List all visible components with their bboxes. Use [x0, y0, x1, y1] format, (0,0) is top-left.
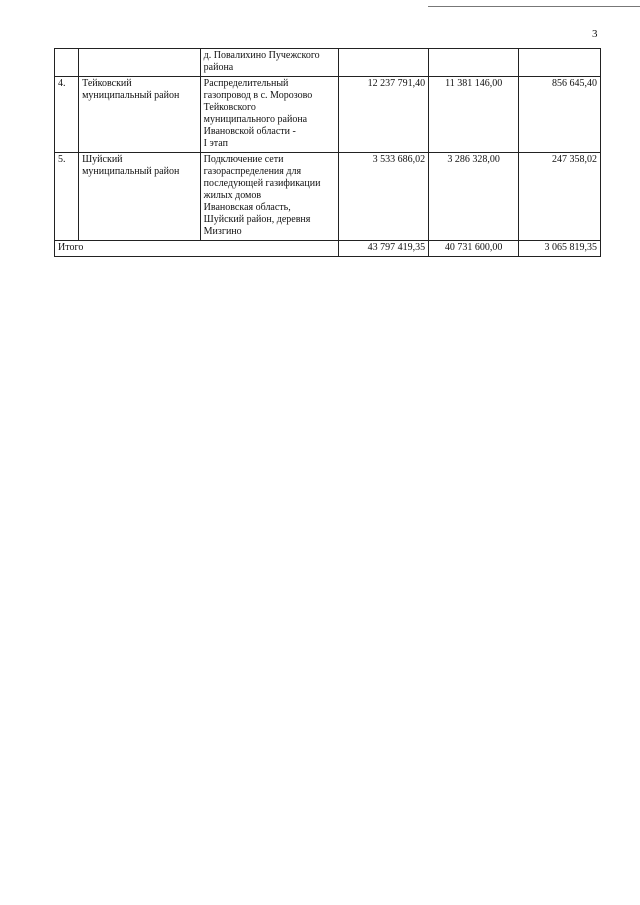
subsidy-cell [429, 49, 519, 77]
district-cell [79, 77, 201, 153]
object-line: последующей газификации [203, 178, 321, 189]
total-cell: 12 237 791,40 [338, 77, 428, 153]
object-cell [200, 49, 338, 77]
object-cell [200, 153, 338, 241]
object-line: муниципального района [203, 114, 308, 125]
local-cell [519, 49, 601, 77]
district-line: муниципальный район [82, 166, 180, 177]
object-line: Ивановская область, [203, 202, 291, 213]
allocation-table [54, 48, 601, 257]
object-line: Тейковского [203, 102, 256, 113]
object-line: I этап [203, 138, 228, 149]
local-cell: 247 358,02 [519, 153, 601, 241]
total-row [55, 241, 601, 257]
object-line: д. Повалихино Пучежского [203, 50, 320, 61]
object-line: газораспределения для [203, 166, 302, 177]
object-line: жилых домов [203, 190, 262, 201]
object-cell [200, 77, 338, 153]
row-number: 4. [55, 77, 79, 153]
district-cell [79, 49, 201, 77]
object-line: Шуйский район, деревня [203, 214, 311, 225]
row-number [55, 49, 79, 77]
local-cell: 856 645,40 [519, 77, 601, 153]
grand-subsidy-cell: 40 731 600,00 [429, 241, 519, 257]
table-row [55, 153, 601, 241]
total-label: Итого [55, 241, 339, 257]
table-row [55, 49, 601, 77]
district-line: муниципальный район [82, 90, 180, 101]
page-number: 3 [592, 28, 598, 40]
object-line: Подключение сети [203, 154, 284, 165]
district-line: Тейковский [82, 78, 132, 89]
grand-local-cell: 3 065 819,35 [519, 241, 601, 257]
district-cell [79, 153, 201, 241]
total-cell [338, 49, 428, 77]
grand-total-cell: 43 797 419,35 [338, 241, 428, 257]
object-line: Мизгино [203, 226, 242, 237]
object-line: газопровод в с. Морозово [203, 90, 313, 101]
subsidy-cell: 3 286 328,00 [429, 153, 519, 241]
top-rule [428, 6, 640, 7]
object-line: Ивановской области - [203, 126, 296, 137]
object-line: района [203, 62, 234, 73]
total-cell: 3 533 686,02 [338, 153, 428, 241]
table-row [55, 77, 601, 153]
subsidy-cell: 11 381 146,00 [429, 77, 519, 153]
row-number: 5. [55, 153, 79, 241]
object-line: Распределительный [203, 78, 289, 89]
district-line: Шуйский [82, 154, 123, 165]
